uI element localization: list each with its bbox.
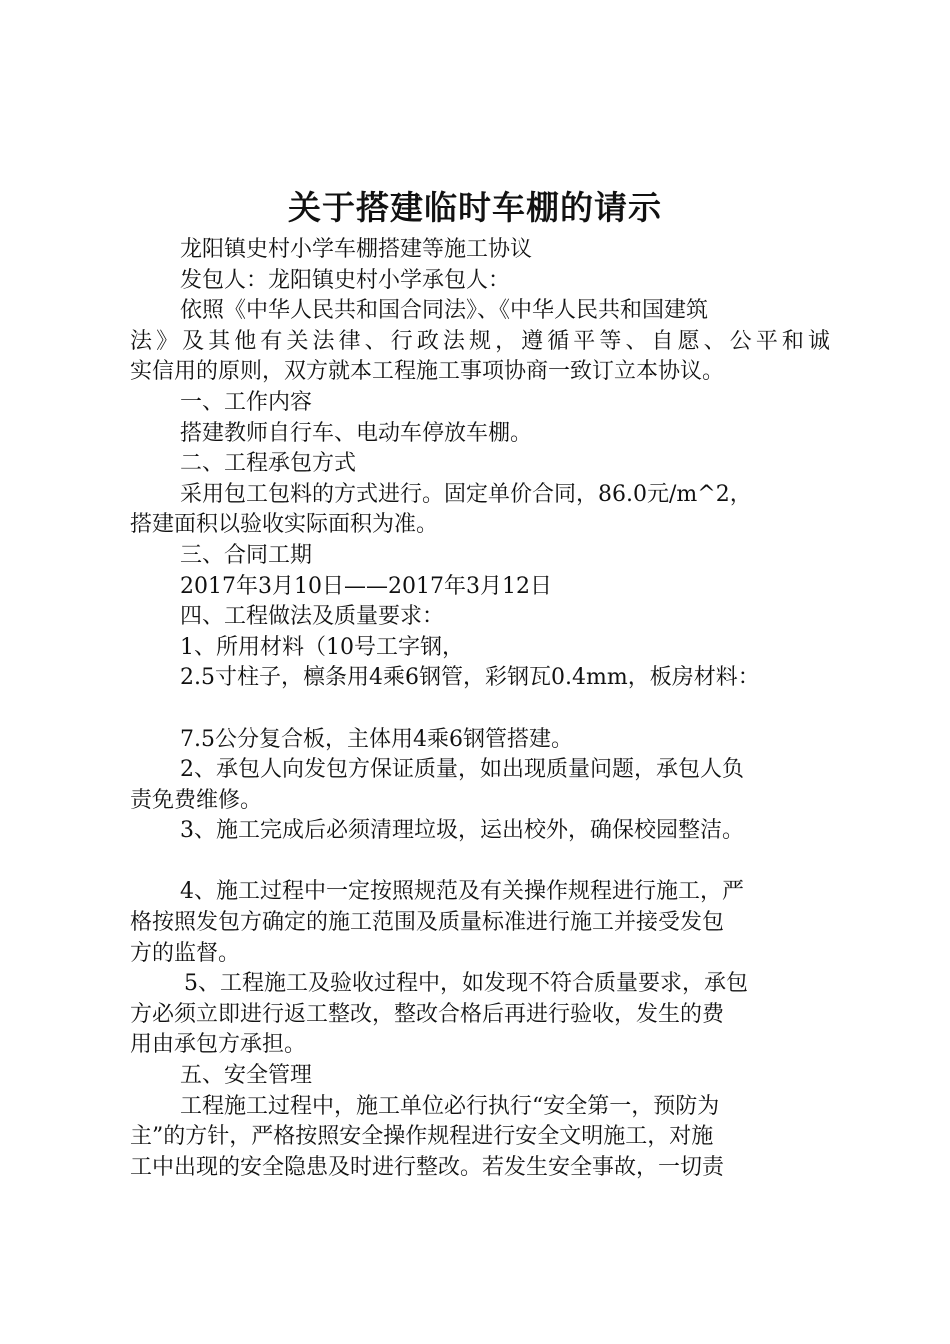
paragraph-line: 责免费维修。: [130, 787, 263, 813]
paragraph-line: 4、施工过程中一定按照规范及有关操作规程进行施工，严: [180, 879, 744, 905]
paragraph-line-text: 法》及其他有关法律、行政法规，遵循平等、自愿、公平和诚: [130, 328, 830, 354]
section-heading: 四、工程做法及质量要求：: [180, 604, 445, 630]
paragraph-line: 格按照发包方确定的施工范围及质量标准进行施工并接受发包: [130, 910, 725, 936]
paragraph-line: 3、施工完成后必须清理垃圾，运出校外，确保校园整洁。: [180, 818, 744, 844]
blank-line: [130, 847, 830, 878]
paragraph-line: 实信用的原则，双方就本工程施工事项协商一致订立本协议。: [130, 359, 725, 385]
paragraph-line: 1、所用材料（10号工字钢，: [180, 634, 464, 660]
blank-line: [130, 694, 830, 725]
document-title: 关于搭建临时车棚的请示: [288, 188, 662, 227]
paragraph-line: 采用包工包料的方式进行。固定单价合同，86.0元/m^2，: [180, 481, 752, 507]
section-heading: 五、安全管理: [180, 1063, 313, 1089]
paragraph-line: 2.5寸柱子，檩条用4乘6钢管，彩钢瓦0.4mm，板房材料：: [180, 665, 760, 691]
paragraph-line: 用由承包方承担。: [130, 1032, 307, 1058]
paragraph-line: 5、工程施工及验收过程中，如发现不符合质量要求，承包: [184, 971, 748, 997]
paragraph-line: [130, 327, 830, 358]
section-heading: 一、工作内容: [180, 389, 313, 415]
paragraph-line: 龙阳镇史村小学车棚搭建等施工协议: [180, 237, 533, 262]
paragraph-line: 2017年3月10日——2017年3月12日: [180, 573, 552, 599]
paragraph-line: 搭建教师自行车、电动车停放车棚。: [180, 420, 533, 446]
paragraph-line: 7.5公分复合板，主体用4乘6钢管搭建。: [180, 726, 573, 752]
paragraph-line: 方必须立即进行返工整改，整改合格后再进行验收，发生的费: [130, 1001, 725, 1027]
paragraph-line: 搭建面积以验收实际面积为准。: [130, 512, 439, 538]
paragraph-line: 工程施工过程中，施工单位必行执行“安全第一，预防为: [180, 1093, 720, 1119]
section-heading: 二、工程承包方式: [180, 451, 357, 477]
paragraph-line: 发包人：龙阳镇史村小学承包人：: [180, 267, 511, 293]
document-body: [130, 235, 830, 1183]
paragraph-line: 工中出现的安全隐患及时进行整改。若发生安全事故，一切责: [130, 1154, 725, 1180]
paragraph-line: 2、承包人向发包方保证质量，如出现质量问题，承包人负: [180, 757, 744, 783]
paragraph-line: 方的监督。: [130, 940, 241, 966]
paragraph-line: 依照《中华人民共和国合同法》、《中华人民共和国建筑: [180, 298, 709, 324]
section-heading: 三、合同工期: [180, 542, 313, 568]
paragraph-line: 主”的方针，严格按照安全操作规程进行安全文明施工，对施: [130, 1124, 714, 1150]
